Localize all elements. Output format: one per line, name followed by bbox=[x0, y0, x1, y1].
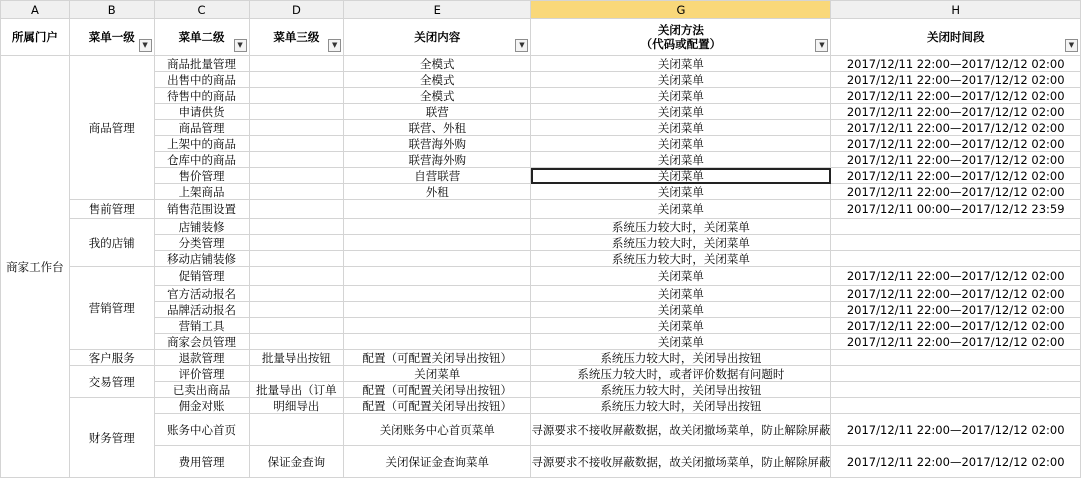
header-portal[interactable] bbox=[1, 19, 70, 56]
header-close-method[interactable] bbox=[531, 19, 831, 56]
table-row bbox=[1, 446, 1081, 478]
cell-close-period[interactable]: 2017/12/11 22:00—2017/12/12 02:00 bbox=[831, 334, 1081, 350]
table-row bbox=[1, 251, 1081, 267]
cell-close-period[interactable]: 2017/12/11 22:00—2017/12/12 02:00 bbox=[831, 88, 1081, 104]
cell-portal[interactable]: 商家工作台 bbox=[1, 56, 70, 478]
cell-close-method[interactable]: 关闭菜单 bbox=[531, 120, 831, 136]
column-header-c[interactable]: C bbox=[154, 1, 249, 19]
cell-close-method[interactable]: 关闭菜单 bbox=[531, 56, 831, 72]
cell-close-period[interactable]: 2017/12/11 22:00—2017/12/12 02:00 bbox=[831, 184, 1081, 200]
cell-close-content[interactable] bbox=[344, 200, 531, 219]
cell-menu-level1[interactable]: 商品管理 bbox=[69, 56, 154, 200]
cell-close-period[interactable]: 2017/12/11 22:00—2017/12/12 02:00 bbox=[831, 446, 1081, 478]
cell-close-content[interactable] bbox=[344, 334, 531, 350]
cell-menu-level2[interactable]: 上架中的商品 bbox=[154, 136, 249, 152]
cell-close-method[interactable]: 关闭菜单 bbox=[531, 88, 831, 104]
cell-close-method[interactable]: 系统压力较大时，关闭导出按钮 bbox=[531, 398, 831, 414]
cell-menu-level3[interactable] bbox=[249, 88, 344, 104]
header-portal-label: 所属门户 bbox=[11, 30, 58, 44]
header-menu-level1[interactable] bbox=[69, 19, 154, 56]
cell-close-content[interactable] bbox=[344, 219, 531, 235]
cell-close-content[interactable]: 配置（可配置关闭导出按钮） bbox=[344, 382, 531, 398]
column-header-a[interactable]: A bbox=[1, 1, 70, 19]
header-close-period-label: 关闭时间段 bbox=[926, 30, 985, 44]
cell-menu-level2[interactable]: 商家会员管理 bbox=[154, 334, 249, 350]
cell-menu-level2[interactable]: 商品批量管理 bbox=[154, 56, 249, 72]
table-row bbox=[1, 350, 1081, 366]
cell-menu-level1[interactable]: 财务管理 bbox=[69, 398, 154, 478]
cell-close-period[interactable]: 2017/12/11 22:00—2017/12/12 02:00 bbox=[831, 136, 1081, 152]
cell-close-content[interactable]: 联营、外租 bbox=[344, 120, 531, 136]
cell-menu-level3[interactable]: 保证金查询 bbox=[249, 446, 344, 478]
cell-menu-level3[interactable] bbox=[249, 184, 344, 200]
cell-menu-level3[interactable] bbox=[249, 286, 344, 302]
cell-menu-level2[interactable]: 申请供货 bbox=[154, 104, 249, 120]
cell-menu-level3[interactable] bbox=[249, 120, 344, 136]
table-row bbox=[1, 334, 1081, 350]
cell-menu-level3[interactable] bbox=[249, 235, 344, 251]
table-row bbox=[1, 104, 1081, 120]
cell-close-period[interactable]: 2017/12/11 22:00—2017/12/12 02:00 bbox=[831, 168, 1081, 184]
header-menu-level1-label: 菜单一级 bbox=[88, 30, 135, 44]
cell-close-content[interactable]: 配置（可配置关闭导出按钮） bbox=[344, 398, 531, 414]
filter-dropdown-icon[interactable]: ▼ bbox=[234, 39, 247, 52]
cell-menu-level2[interactable]: 店铺装修 bbox=[154, 219, 249, 235]
cell-close-period[interactable]: 2017/12/11 22:00—2017/12/12 02:00 bbox=[831, 318, 1081, 334]
cell-close-period[interactable]: 2017/12/11 22:00—2017/12/12 02:00 bbox=[831, 56, 1081, 72]
cell-close-content[interactable] bbox=[344, 235, 531, 251]
header-menu-level2[interactable] bbox=[154, 19, 249, 56]
cell-close-content[interactable] bbox=[344, 318, 531, 334]
cell-menu-level2[interactable]: 售价管理 bbox=[154, 168, 249, 184]
cell-menu-level2[interactable]: 佣金对账 bbox=[154, 398, 249, 414]
cell-close-period[interactable] bbox=[831, 235, 1081, 251]
cell-close-method[interactable]: 系统压力较大时，关闭菜单 bbox=[531, 219, 831, 235]
cell-close-method[interactable]: 系统压力较大时，关闭导出按钮 bbox=[531, 350, 831, 366]
cell-menu-level2[interactable]: 账务中心首页 bbox=[154, 414, 249, 446]
cell-menu-level2[interactable]: 上架商品 bbox=[154, 184, 249, 200]
cell-menu-level2[interactable]: 待售中的商品 bbox=[154, 88, 249, 104]
cell-menu-level3[interactable]: 批量导出按钮 bbox=[249, 350, 344, 366]
cell-menu-level2[interactable]: 销售范围设置 bbox=[154, 200, 249, 219]
cell-close-period[interactable] bbox=[831, 251, 1081, 267]
cell-menu-level1[interactable]: 售前管理 bbox=[69, 200, 154, 219]
table-row bbox=[1, 318, 1081, 334]
cell-menu-level3[interactable] bbox=[249, 318, 344, 334]
cell-close-method[interactable]: 关闭菜单 bbox=[531, 104, 831, 120]
cell-menu-level3[interactable]: 明细导出 bbox=[249, 398, 344, 414]
header-close-content[interactable] bbox=[344, 19, 531, 56]
cell-close-method[interactable]: 关闭菜单 bbox=[531, 302, 831, 318]
cell-close-period[interactable] bbox=[831, 382, 1081, 398]
table-row bbox=[1, 398, 1081, 414]
cell-close-method[interactable]: 系统压力较大时，或者评价数据有问题时 bbox=[531, 366, 831, 382]
table-row bbox=[1, 88, 1081, 104]
header-close-method-label: 关闭方法 bbox=[657, 23, 704, 37]
cell-menu-level3[interactable] bbox=[249, 72, 344, 88]
table-row bbox=[1, 120, 1081, 136]
header-close-method-sublabel: （代码或配置） bbox=[640, 37, 722, 51]
cell-close-period[interactable]: 2017/12/11 22:00—2017/12/12 02:00 bbox=[831, 72, 1081, 88]
table-row bbox=[1, 286, 1081, 302]
table-row bbox=[1, 382, 1081, 398]
cell-menu-level2[interactable]: 移动店铺装修 bbox=[154, 251, 249, 267]
cell-menu-level3[interactable] bbox=[249, 366, 344, 382]
cell-menu-level3[interactable] bbox=[249, 334, 344, 350]
cell-menu-level2[interactable]: 费用管理 bbox=[154, 446, 249, 478]
table-row bbox=[1, 72, 1081, 88]
cell-menu-level3[interactable] bbox=[249, 136, 344, 152]
filter-dropdown-icon[interactable]: ▼ bbox=[815, 39, 828, 52]
cell-close-method[interactable]: 寻源要求不接收屏蔽数据，故关闭撤场菜单，防止解除屏蔽 bbox=[531, 414, 831, 446]
cell-close-content[interactable]: 全模式 bbox=[344, 88, 531, 104]
cell-close-method[interactable]: 系统压力较大时，关闭导出按钮 bbox=[531, 382, 831, 398]
cell-close-period[interactable]: 2017/12/11 22:00—2017/12/12 02:00 bbox=[831, 104, 1081, 120]
cell-close-period[interactable]: 2017/12/11 22:00—2017/12/12 02:00 bbox=[831, 267, 1081, 286]
cell-close-period[interactable]: 2017/12/11 22:00—2017/12/12 02:00 bbox=[831, 414, 1081, 446]
cell-menu-level2[interactable]: 商品管理 bbox=[154, 120, 249, 136]
cell-close-method[interactable]: 关闭菜单 bbox=[531, 72, 831, 88]
column-header-h[interactable]: H bbox=[831, 1, 1081, 19]
cell-close-content[interactable]: 联营 bbox=[344, 104, 531, 120]
cell-close-method[interactable]: 关闭菜单 bbox=[531, 184, 831, 200]
cell-menu-level2[interactable]: 已卖出商品 bbox=[154, 382, 249, 398]
header-close-content-label: 关闭内容 bbox=[414, 30, 461, 44]
table-row bbox=[1, 366, 1081, 382]
cell-menu-level3[interactable] bbox=[249, 56, 344, 72]
cell-menu-level2[interactable]: 促销管理 bbox=[154, 267, 249, 286]
cell-menu-level2[interactable]: 品牌活动报名 bbox=[154, 302, 249, 318]
cell-menu-level2[interactable]: 营销工具 bbox=[154, 318, 249, 334]
cell-close-content[interactable] bbox=[344, 251, 531, 267]
cell-menu-level3[interactable] bbox=[249, 251, 344, 267]
cell-close-period[interactable]: 2017/12/11 22:00—2017/12/12 02:00 bbox=[831, 302, 1081, 318]
column-header-d[interactable]: D bbox=[249, 1, 344, 19]
cell-close-method[interactable]: 关闭菜单 bbox=[531, 200, 831, 219]
cell-close-period[interactable] bbox=[831, 366, 1081, 382]
cell-close-content[interactable]: 联营海外购 bbox=[344, 136, 531, 152]
table-header-row bbox=[1, 19, 1081, 56]
cell-close-content[interactable]: 全模式 bbox=[344, 72, 531, 88]
cell-close-content[interactable] bbox=[344, 267, 531, 286]
filter-dropdown-icon[interactable]: ▼ bbox=[515, 39, 528, 52]
cell-close-content[interactable] bbox=[344, 302, 531, 318]
cell-menu-level1[interactable]: 客户服务 bbox=[69, 350, 154, 366]
cell-menu-level3[interactable] bbox=[249, 267, 344, 286]
cell-close-content[interactable]: 自营联营 bbox=[344, 168, 531, 184]
table-row bbox=[1, 302, 1081, 318]
cell-close-method[interactable]: 系统压力较大时，关闭菜单 bbox=[531, 251, 831, 267]
table-row bbox=[1, 219, 1081, 235]
cell-menu-level2[interactable]: 仓库中的商品 bbox=[154, 152, 249, 168]
cell-close-method[interactable]: 关闭菜单 bbox=[531, 152, 831, 168]
table-row bbox=[1, 200, 1081, 219]
cell-close-content[interactable]: 关闭菜单 bbox=[344, 366, 531, 382]
column-header-e[interactable]: E bbox=[344, 1, 531, 19]
table-row bbox=[1, 414, 1081, 446]
table-row bbox=[1, 168, 1081, 184]
filter-dropdown-icon[interactable]: ▼ bbox=[139, 39, 152, 52]
cell-menu-level3[interactable] bbox=[249, 104, 344, 120]
cell-close-method[interactable]: 关闭菜单 bbox=[531, 136, 831, 152]
cell-menu-level3[interactable] bbox=[249, 168, 344, 184]
cell-close-period[interactable]: 2017/12/11 22:00—2017/12/12 02:00 bbox=[831, 152, 1081, 168]
column-header-row bbox=[1, 1, 1081, 19]
cell-menu-level2[interactable]: 出售中的商品 bbox=[154, 72, 249, 88]
cell-close-method[interactable]: 关闭菜单 bbox=[531, 267, 831, 286]
cell-menu-level3[interactable]: 批量导出（订单 bbox=[249, 382, 344, 398]
cell-close-method[interactable]: 关闭菜单 bbox=[531, 334, 831, 350]
filter-dropdown-icon[interactable]: ▼ bbox=[1065, 39, 1078, 52]
cell-menu-level3[interactable] bbox=[249, 414, 344, 446]
cell-menu-level3[interactable] bbox=[249, 200, 344, 219]
cell-menu-level1[interactable]: 我的店铺 bbox=[69, 219, 154, 267]
cell-menu-level1[interactable]: 营销管理 bbox=[69, 267, 154, 350]
header-menu-level3[interactable] bbox=[249, 19, 344, 56]
table-body bbox=[1, 56, 1081, 478]
filter-dropdown-icon[interactable]: ▼ bbox=[328, 39, 341, 52]
table-row bbox=[1, 56, 1081, 72]
cell-menu-level2[interactable]: 退款管理 bbox=[154, 350, 249, 366]
cell-close-period[interactable] bbox=[831, 350, 1081, 366]
table-row bbox=[1, 184, 1081, 200]
cell-close-period[interactable]: 2017/12/11 00:00—2017/12/12 23:59 bbox=[831, 200, 1081, 219]
cell-close-period[interactable]: 2017/12/11 22:00—2017/12/12 02:00 bbox=[831, 120, 1081, 136]
cell-menu-level2[interactable]: 分类管理 bbox=[154, 235, 249, 251]
table-row bbox=[1, 152, 1081, 168]
cell-menu-level2[interactable]: 评价管理 bbox=[154, 366, 249, 382]
cell-close-method[interactable]: 系统压力较大时，关闭菜单 bbox=[531, 235, 831, 251]
cell-close-content[interactable]: 联营海外购 bbox=[344, 152, 531, 168]
cell-close-content[interactable]: 配置（可配置关闭导出按钮） bbox=[344, 350, 531, 366]
header-menu-level2-label: 菜单二级 bbox=[178, 30, 225, 44]
cell-close-content[interactable]: 关闭保证金查询菜单 bbox=[344, 446, 531, 478]
cell-close-method[interactable]: 寻源要求不接收屏蔽数据，故关闭撤场菜单，防止解除屏蔽 bbox=[531, 446, 831, 478]
cell-menu-level3[interactable] bbox=[249, 302, 344, 318]
header-close-period[interactable] bbox=[831, 19, 1081, 56]
table-row bbox=[1, 136, 1081, 152]
column-header-g[interactable]: G bbox=[531, 1, 831, 19]
cell-close-period[interactable] bbox=[831, 398, 1081, 414]
cell-close-method[interactable]: 关闭菜单 bbox=[531, 168, 831, 184]
cell-close-content[interactable] bbox=[344, 286, 531, 302]
cell-menu-level3[interactable] bbox=[249, 152, 344, 168]
cell-close-content[interactable]: 全模式 bbox=[344, 56, 531, 72]
cell-close-content[interactable]: 关闭账务中心首页菜单 bbox=[344, 414, 531, 446]
column-header-b[interactable]: B bbox=[69, 1, 154, 19]
cell-close-period[interactable] bbox=[831, 219, 1081, 235]
cell-menu-level2[interactable]: 官方活动报名 bbox=[154, 286, 249, 302]
cell-menu-level3[interactable] bbox=[249, 219, 344, 235]
cell-close-method[interactable]: 关闭菜单 bbox=[531, 286, 831, 302]
cell-close-method[interactable]: 关闭菜单 bbox=[531, 318, 831, 334]
cell-close-period[interactable]: 2017/12/11 22:00—2017/12/12 02:00 bbox=[831, 286, 1081, 302]
cell-menu-level1[interactable]: 交易管理 bbox=[69, 366, 154, 398]
header-menu-level3-label: 菜单三级 bbox=[273, 30, 320, 44]
cell-close-content[interactable]: 外租 bbox=[344, 184, 531, 200]
table-row bbox=[1, 267, 1081, 286]
table-row bbox=[1, 235, 1081, 251]
